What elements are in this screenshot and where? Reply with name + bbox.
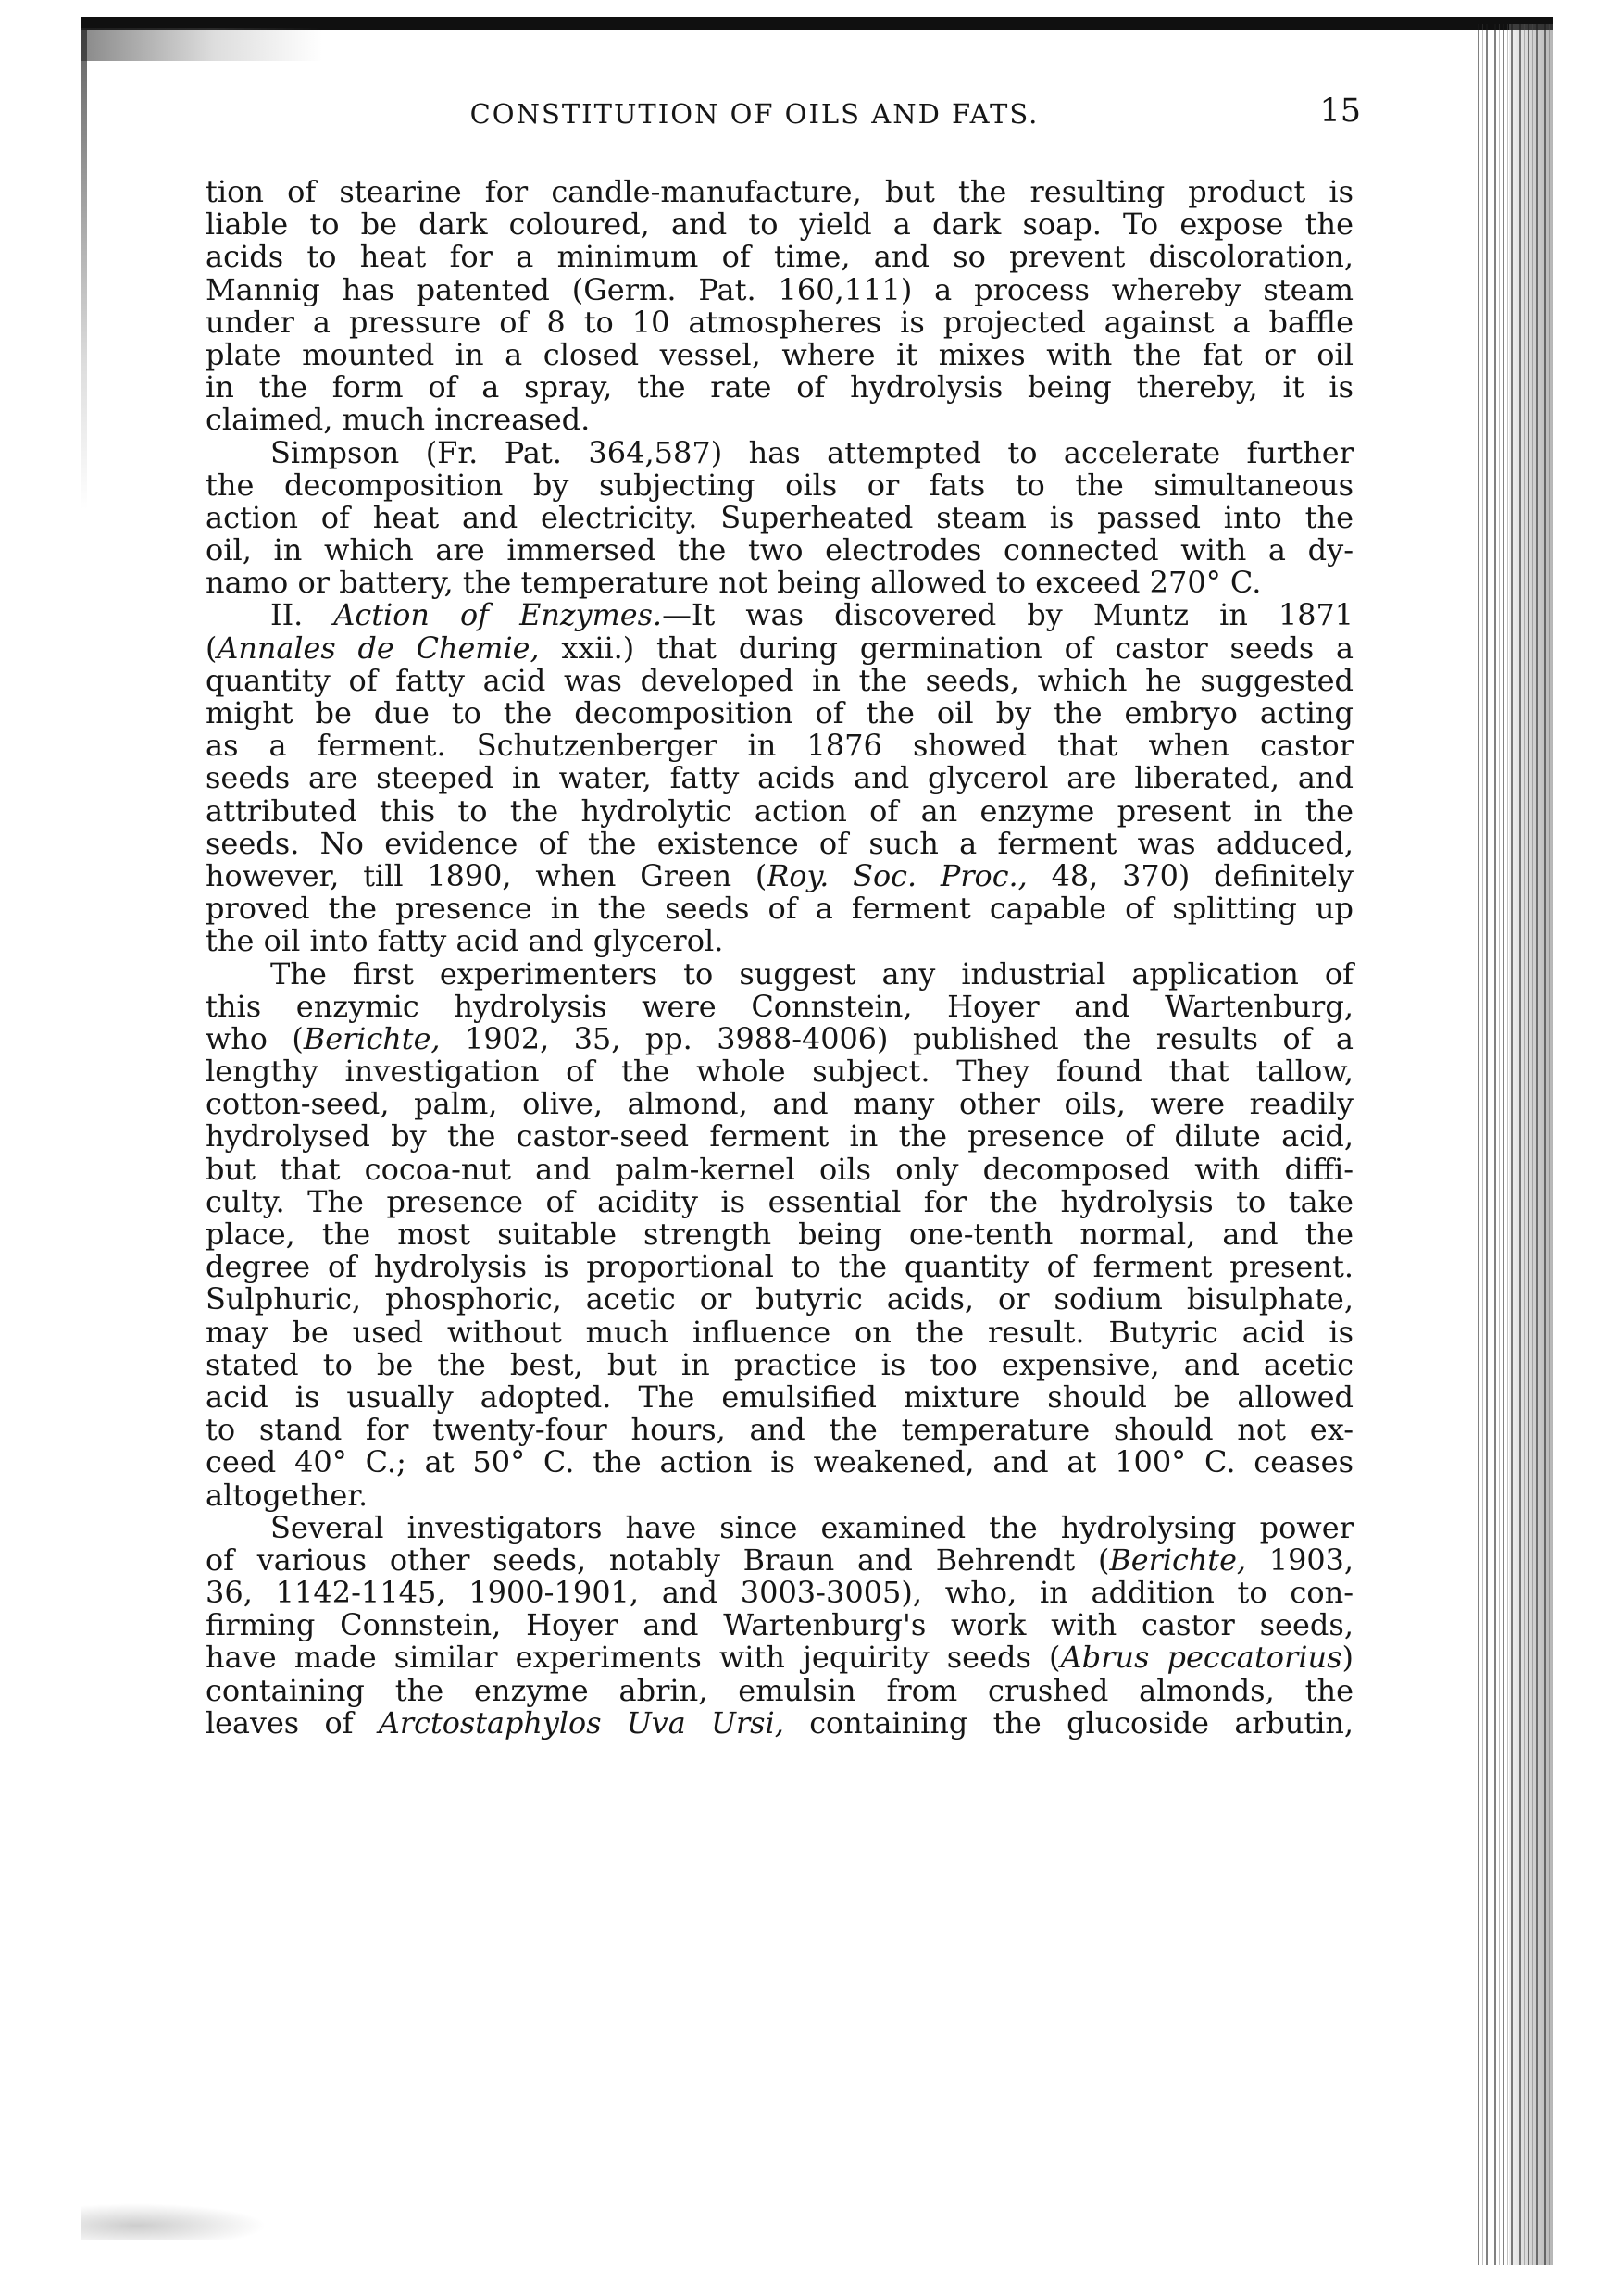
text-line [206,1672,1354,1708]
text-run: 36, 1142-1145, 1900-1901, and 3003-3005), who, in addition to con- [206,1575,1354,1611]
text-line [206,1609,1354,1641]
text-run: acid is usually adopted. The emulsified mixture should be allowed [206,1379,1354,1415]
text-line [206,1251,1354,1283]
text-run: containing the glucoside arbutin, [783,1704,1354,1741]
text-line [206,599,1354,631]
text-run: tion of stearine for candle-manufacture, but the resulting product is [206,174,1354,209]
text-run: ceed 40° C.; at 50° C. the action is weakened, and at 100° C. ceases [206,1444,1354,1480]
page-header [148,91,1361,143]
text-line [206,176,1354,208]
text-run: oil, in which are immersed the two electrodes connected with a dy- [206,532,1354,568]
text-run: under a pressure of 8 to 10 atmospheres is projected against a baffle [206,304,1354,340]
text-run: xxii.) that during germination of castor seeds a [539,630,1354,666]
citation-italic: Berichte, [303,1020,441,1056]
text-run: to stand for twenty-four hours, and the temperature should not ex- [206,1412,1354,1448]
text-body [206,176,1354,1740]
text-line [206,1183,1354,1219]
text-run: liable to be dark coloured, and to yield a dark soap. To expose the [206,206,1354,243]
text-run: 1903, [1246,1541,1354,1578]
text-run: quantity of fatty acid was developed in the seeds, which he suggested [206,662,1354,698]
text-line [206,1346,1354,1382]
text-line [206,1055,1354,1088]
running-head: CONSTITUTION OF OILS AND FATS. [469,98,1040,130]
text-line [206,1641,1354,1674]
text-line [206,697,1354,730]
text-line [206,371,1354,404]
text-run: cotton-seed, palm, olive, almond, and many other oils, were readily [206,1086,1354,1122]
text-line [206,271,1354,307]
section-heading-italic: Action of Enzymes. [333,597,663,633]
text-line [206,1446,1354,1479]
citation-italic: Annales de Chemie, [217,630,540,666]
text-line [206,499,1354,535]
text-line [206,534,1354,567]
text-run: of various other seeds, notably Braun and Behrendt ( [206,1541,1110,1578]
text-run: stated to be the best, but in practice is too expensive, and acetic [206,1346,1354,1382]
page-number: 15 [1319,93,1361,130]
text-line [206,825,1354,861]
scan-smudge-bottom-left [81,2203,267,2240]
text-line [206,1479,1354,1512]
text-run: 1902, 35, pp. 3988-4006) published the results of a [440,1020,1354,1056]
text-run: II. [270,597,334,633]
text-run: acids to heat for a minimum of time, and so prevent discoloration, [206,239,1354,275]
text-run: The first experimenters to suggest any industrial application of [270,955,1354,992]
text-run: proved the presence in the seeds of a ferment capable of splitting up [206,891,1354,927]
text-run: containing the enzyme abrin, emulsin from crushed almonds, the [206,1672,1354,1708]
scan-right-edge [1478,24,1553,2265]
text-run: Simpson (Fr. Pat. 364,587) has attempted to accelerate further [270,434,1354,470]
text-run: hydrolysed by the castor-seed ferment in the presence of dilute acid, [206,1118,1354,1154]
text-line [206,925,1354,957]
text-run: degree of hydrolysis is proportional to the quantity of ferment present. [206,1249,1354,1285]
text-run: place, the most suitable strength being one-tenth normal, and the [206,1217,1354,1252]
text-run: action of heat and electricity. Superheated steam is passed into the [206,499,1354,535]
text-run: have made similar experiments with jequirity seeds ( [206,1640,1061,1676]
text-run: claimed, much increased. [206,402,591,438]
text-run: altogether. [206,1477,368,1513]
text-line [206,241,1354,273]
text-line [206,1541,1354,1578]
text-run: attributed this to the hydrolytic action of an enzyme present in the [206,792,1354,829]
text-line [206,988,1354,1024]
citation-italic: Berichte, [1109,1541,1247,1578]
text-run: leaves of [206,1704,379,1741]
text-run: 48, 370) definitely [1027,857,1354,893]
text-line [206,892,1354,925]
text-run: may be used without much influence on the result. Butyric acid is [206,1314,1354,1350]
scan-left-edge [81,28,87,509]
text-run: Sulphuric, phosphoric, acetic or butyric acids, or sodium bisulphate, [206,1281,1354,1317]
text-line [206,1020,1354,1056]
text-line [206,1414,1354,1446]
text-run: lengthy investigation of the whole subject. They found that tallow, [206,1054,1354,1090]
text-run: culty. The presence of acidity is essential for the hydrolysis to take [206,1183,1354,1219]
text-line [206,1151,1354,1187]
scan-smudge-top-left [81,28,322,61]
text-line [206,792,1354,829]
text-line [206,955,1354,992]
text-line [206,208,1354,241]
text-run: ( [206,630,218,666]
text-run: in the form of a spray, the rate of hydrolysis being thereby, it is [206,369,1354,406]
text-run: firming Connstein, Hoyer and Wartenburg's work with castor seeds, [206,1607,1354,1643]
text-run: this enzymic hydrolysis were Connstein, Hoyer and Wartenburg, [206,988,1354,1024]
text-run: as a ferment. Schutzenberger in 1876 showed that when castor [206,728,1354,764]
text-line [206,1120,1354,1153]
text-run: Mannig has patented (Germ. Pat. 160,111) a process whereby steam [206,271,1354,307]
text-line [206,1218,1354,1251]
text-run: —It was discovered by Muntz in 1871 [662,597,1354,633]
text-line [206,632,1354,665]
text-run: however, till 1890, when Green ( [206,857,767,893]
text-line [206,434,1354,470]
text-run: might be due to the decomposition of the oil by the embryo acting [206,695,1354,730]
text-run: namo or battery, the temperature not being allowed to exceed 270° C. [206,565,1262,601]
text-line [206,730,1354,762]
text-line [206,336,1354,372]
text-line [206,1283,1354,1316]
text-line [206,404,1354,436]
text-line [206,662,1354,698]
text-run: Several investigators have since examined the hydrolysing power [270,1509,1354,1545]
text-line [206,469,1354,502]
species-name-italic: Arctostaphylos Uva Ursi, [378,1704,784,1741]
text-line [206,1316,1354,1349]
text-run: the decomposition by subjecting oils or fats to the simultaneous [206,467,1354,503]
text-run: who ( [206,1020,304,1056]
text-line [206,1509,1354,1545]
text-line [206,567,1354,599]
text-line [206,306,1354,339]
text-line [206,1577,1354,1609]
text-run: seeds are steeped in water, fatty acids and glycerol are liberated, and [206,760,1354,796]
species-name-italic: Abrus peccatorius [1060,1640,1342,1676]
citation-italic: Roy. Soc. Proc., [767,857,1028,893]
text-line [206,1704,1354,1741]
text-run: seeds. No evidence of the existence of such a ferment was adduced, [206,825,1354,861]
text-line [206,762,1354,794]
text-line [206,1088,1354,1120]
text-line [206,857,1354,893]
text-run: but that cocoa-nut and palm-kernel oils only decomposed with diffi- [206,1151,1354,1187]
text-run: plate mounted in a closed vessel, where it mixes with the fat or oil [206,336,1354,372]
text-line [206,1381,1354,1414]
text-run: the oil into fatty acid and glycerol. [206,923,724,959]
text-run: ) [1341,1640,1354,1676]
